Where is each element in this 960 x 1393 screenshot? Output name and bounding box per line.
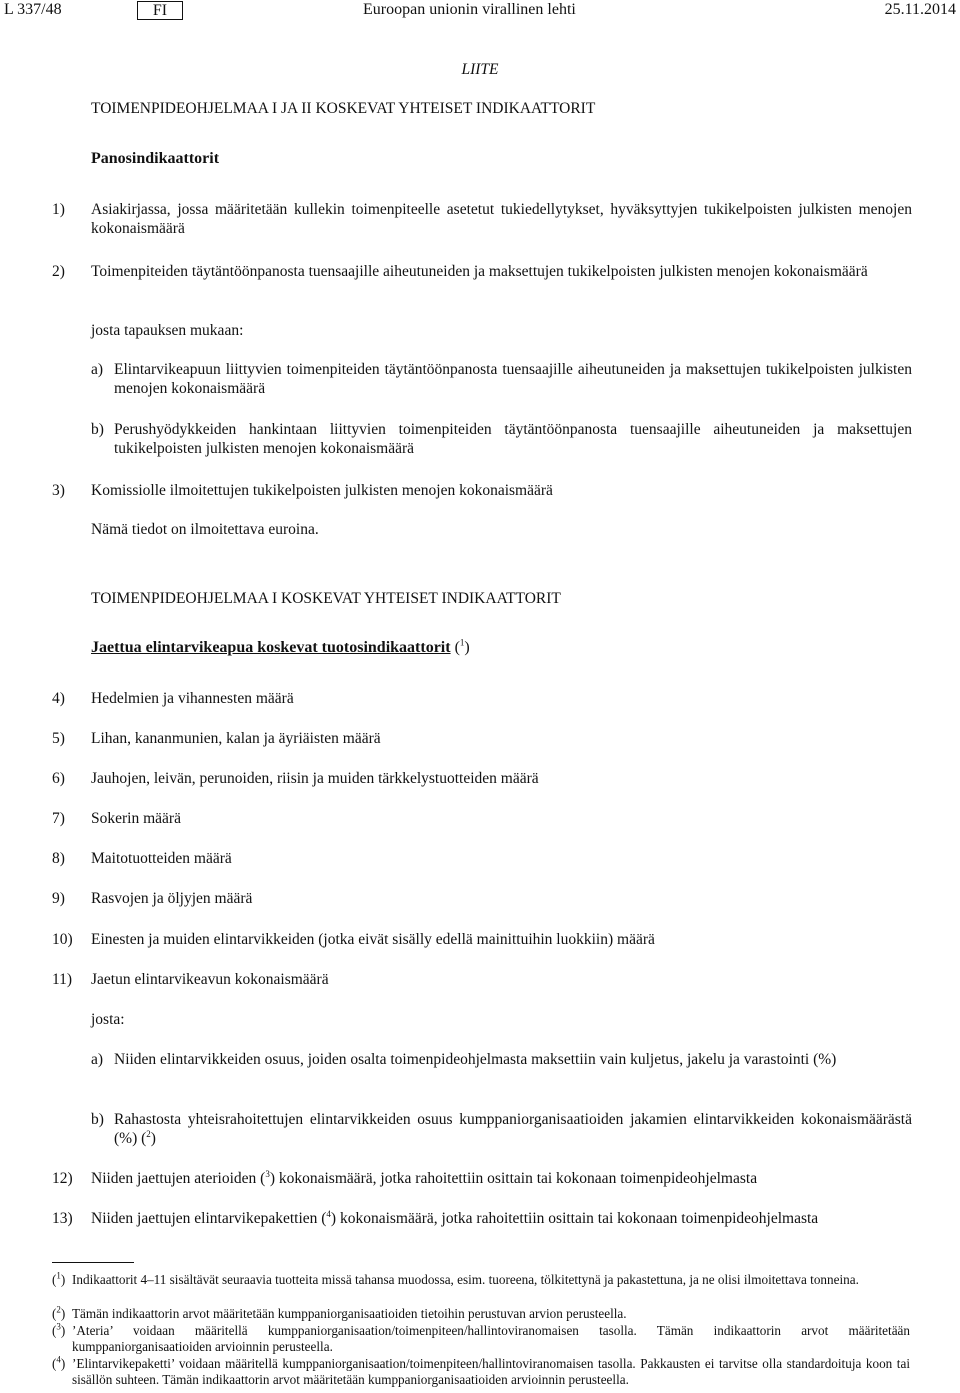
list-item: 4) Hedelmien ja vihannesten määrä: [52, 690, 294, 707]
sub-item: b) Perushyödykkeiden hankintaan liittyvien toimenpiteiden täytäntöönpanosta tuensaajille aiheutuneiden ja maksettujen tukikelpoisten julkisten menojen kokonaismäärä: [91, 421, 912, 457]
list-item: 9) Rasvojen ja öljyjen määrä: [52, 890, 253, 907]
list-item: 6) Jauhojen, leivän, perunoiden, riisin ja muiden tärkkelystuotteiden määrä: [52, 770, 539, 787]
footnote: ($^4$) ’Elintarvikepaketti’ voidaan määritellä kumppaniorganisaation/toimenpiteen/hallintoviranomaisen tasolla. Pakkausten ei tarvitse olla standardoituja koon tai sisällön suhteen. Tämän indikaattorin arvot määritetään kumppaniorganisaatioiden arvioinnin perusteella.: [52, 1354, 910, 1387]
josta-label: josta:: [91, 1011, 125, 1028]
page-number: L 337/48: [4, 1, 62, 18]
list-item: 1) Asiakirjassa, jossa määritetään kullekin toimenpiteelle asetetut tukiedellytykset, hyväksyttyjen tukikelpoisten julkisten menojen kokonaismäärä: [52, 201, 912, 237]
annex-title: LIITE: [461, 61, 499, 78]
subheading-input-indicators: Panosindikaattorit: [91, 150, 220, 167]
list-item: 2) Toimenpiteiden täytäntöönpanosta tuensaajille aiheutuneiden ja maksettujen tukikelpoisten julkisten menojen kokonaismäärä: [52, 263, 868, 280]
footnote: ($^2$) Tämän indikaattorin arvot määritetään kumppaniorganisaatioiden tietoihin perustuvan arvion perusteella.: [52, 1304, 627, 1321]
footnote-ref[interactable]: 4: [326, 1208, 331, 1219]
list-item: 13) Niiden jaettujen elintarvikepakettien ($^4$) kokonaismäärä, jotka rahoitettiin osittain tai kokonaan toimenpideohjelmasta: [52, 1208, 819, 1227]
sub-item: a) Niiden elintarvikkeiden osuus, joiden osalta toimenpideohjelmasta maksettiin vain kuljetus, jakelu ja varastointi (%): [91, 1051, 837, 1068]
list-item: 11) Jaetun elintarvikeavun kokonaismäärä: [52, 971, 329, 988]
list-item: 10) Einesten ja muiden elintarvikkeiden (jotka eivät sisälly edellä mainittuihin luokkiin) määrä: [52, 931, 655, 948]
footnote-ref[interactable]: 1: [459, 637, 465, 648]
section-heading-2: TOIMENPIDEOHJELMAA I KOSKEVAT YHTEISET INDIKAATTORIT: [91, 590, 561, 607]
page-header: [4, 0, 956, 20]
josta-label: josta tapauksen mukaan:: [91, 322, 244, 339]
list-item: 5) Lihan, kananmunien, kalan ja äyriäisten määrä: [52, 730, 381, 747]
sub-item: b) Rahastosta yhteisrahoitettujen elintarvikkeiden osuus kumppaniorganisaatioiden jakamien elintarvikkeiden kokonaismäärästä (%) ($^2$): [91, 1111, 912, 1147]
list-item: 7) Sokerin määrä: [52, 810, 181, 827]
currency-note: Nämä tiedot on ilmoitettava euroina.: [91, 521, 319, 538]
list-item: 3) Komissiolle ilmoitettujen tukikelpoisten julkisten menojen kokonaismäärä: [52, 482, 553, 499]
sub-item: a) Elintarvikeapuun liittyvien toimenpiteiden täytäntöönpanosta tuensaajille aiheutuneiden ja maksettujen tukikelpoisten julkisten menojen kokonaismäärä: [91, 361, 912, 397]
publication-date: 25.11.2014: [884, 1, 956, 18]
list-item: 8) Maitotuotteiden määrä: [52, 850, 232, 867]
footnote: ($^1$) Indikaattorit 4–11 sisältävät seuraavia tuotteita missä tahansa muodossa, esim. tuoreena, tölkitettynä ja pakastettuna, ja ne olisi ilmoitettava tonneina.: [52, 1270, 859, 1287]
footnote: ($^3$) ’Ateria’ voidaan määritellä kumppaniorganisaation/toimenpiteen/hallintoviranomaisen tasolla. Tämän indikaattorin arvot määritetään kumppaniorganisaatioiden arvioinnin perusteella.: [52, 1321, 910, 1354]
section-heading-1: TOIMENPIDEOHJELMAA I JA II KOSKEVAT YHTEISET INDIKAATTORIT: [91, 100, 596, 117]
language-badge: FI: [137, 1, 183, 20]
subheading-output-indicators: Jaettua elintarvikeapua koskevat tuotosindikaattorit ($^1$): [91, 637, 470, 656]
footnote-separator: [52, 1262, 134, 1263]
footnote-ref[interactable]: 3: [265, 1168, 270, 1179]
publication-title: Euroopan unionin virallinen lehti: [363, 1, 576, 18]
list-item: 12) Niiden jaettujen aterioiden ($^3$) kokonaismäärä, jotka rahoitettiin osittain tai kokonaan toimenpideohjelmasta: [52, 1168, 758, 1187]
footnote-ref[interactable]: 2: [146, 1128, 151, 1139]
